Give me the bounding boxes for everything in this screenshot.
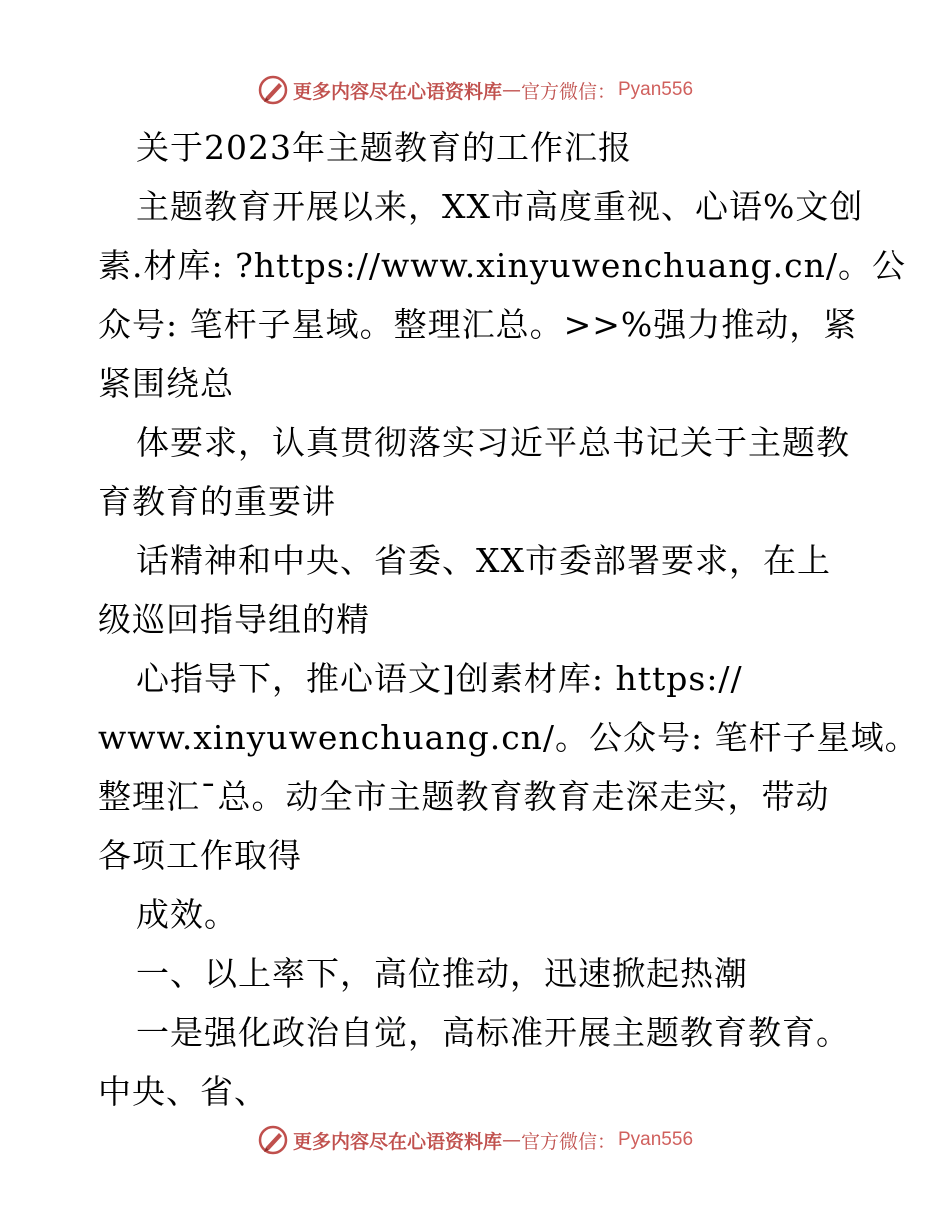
paragraph-line: 素.材库: ?https://www.xinyuwenchuang.cn/。公: [98, 246, 907, 285]
footer-banner: [0, 1120, 950, 1160]
paragraph-line: 各项工作取得: [98, 836, 302, 875]
document-body: [98, 118, 919, 1121]
paragraph-line: 紧围绕总: [98, 364, 234, 403]
paragraph-line: 育教育的重要讲: [98, 482, 336, 521]
header-banner: [0, 70, 950, 110]
paragraph-line: 级巡回指导组的精: [98, 600, 370, 639]
document-title: 关于2023年主题教育的工作汇报: [136, 128, 632, 167]
pen-logo-icon: [257, 74, 289, 106]
paragraph-line: 一是强化政治自觉，高标准开展主题教育教育。: [136, 1013, 850, 1052]
paragraph-line: 整理汇¯总。动全市主题教育教育走深走实，带动: [98, 777, 830, 816]
paragraph-line: 话精神和中央、省委、XX市委部署要求，在上: [136, 541, 831, 580]
banner-dash: —: [501, 79, 521, 101]
banner-wechat-label: 官方微信：: [520, 1130, 616, 1153]
paragraph-line: 众号: 笔杆子星域。整理汇总。>>%强力推动，紧: [98, 305, 858, 344]
banner-site-text: 更多内容尽在心语资料库: [292, 1130, 502, 1153]
paragraph-line: 主题教育开展以来，XX市高度重视、心语%文创: [136, 187, 864, 226]
banner-wechat-id: Pyan556: [618, 1129, 694, 1150]
paragraph-line: 体要求，认真贯彻落实习近平总书记关于主题教: [136, 423, 850, 462]
paragraph-line: 中央、省、: [98, 1072, 268, 1111]
banner-wechat-id: Pyan556: [618, 79, 694, 100]
pen-logo-icon: [257, 1124, 289, 1156]
banner-site-text: 更多内容尽在心语资料库: [292, 80, 502, 103]
banner-dash: —: [501, 1129, 521, 1151]
banner-wechat-label: 官方微信：: [520, 80, 616, 103]
section-heading: 一、以上率下，高位推动，迅速掀起热潮: [136, 954, 748, 993]
paragraph-line: www.xinyuwenchuang.cn/。公众号: 笔杆子星域。: [98, 718, 919, 757]
paragraph-line: 心指导下，推心语文]创素材库: https://: [136, 659, 743, 698]
paragraph-line: 成效。: [136, 895, 238, 934]
